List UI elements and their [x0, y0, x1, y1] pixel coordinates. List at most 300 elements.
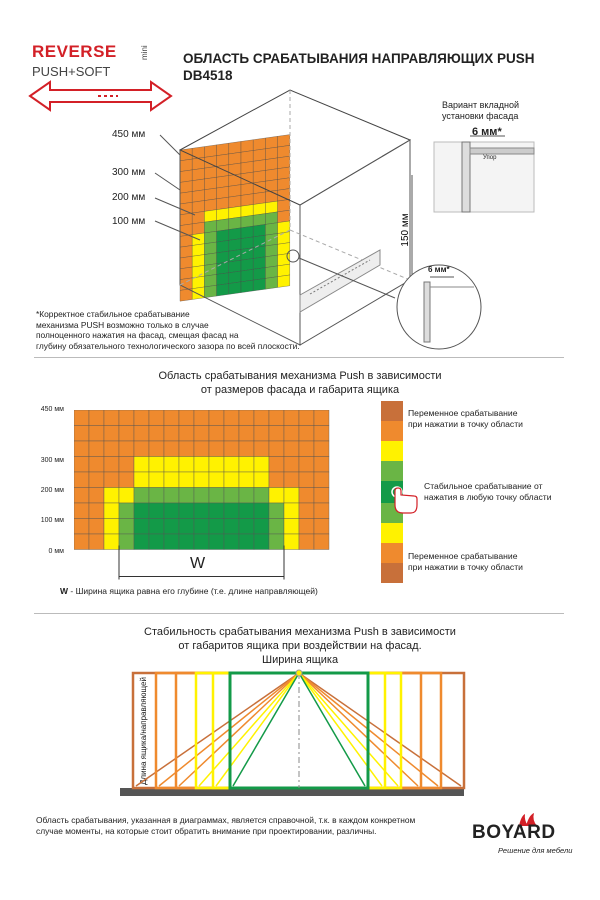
grid-cell	[149, 503, 164, 519]
legend-bot-line2: при нажатии в точку области	[408, 562, 523, 572]
cabinet-grid-cell	[253, 268, 265, 281]
detail-gap: 6 мм*	[428, 265, 450, 274]
cabinet-grid-cell	[192, 179, 204, 192]
grid-cell	[209, 472, 224, 488]
cabinet-grid-cell	[217, 273, 229, 286]
cabinet-grid-cell	[217, 208, 229, 221]
grid-cell	[179, 488, 194, 504]
cabinet-grid-cell	[253, 246, 265, 259]
grid-cell	[179, 457, 194, 473]
cabinet-grid-cell	[204, 274, 216, 287]
grid-cell	[314, 534, 329, 550]
cabinet-label-450: 450 мм	[112, 129, 146, 140]
section2-title-line1: Область срабатывания механизма Push в зависимости	[158, 370, 442, 382]
grid-cell	[74, 426, 89, 442]
cabinet-grid-cell	[229, 239, 241, 252]
w-note-text: - Ширина ящика равна его глубине (т.е. длине направляющей)	[68, 586, 318, 596]
cabinet-grid-cell	[229, 228, 241, 241]
cabinet-grid-cell	[204, 166, 216, 179]
cabinet-grid-cell	[265, 255, 277, 268]
cabinet-grid-cell	[241, 259, 253, 272]
grid-cell	[314, 426, 329, 442]
grid-cell	[74, 472, 89, 488]
cabinet-grid-cell	[241, 161, 253, 174]
cabinet-grid-cell	[278, 210, 290, 223]
grid-cell	[284, 534, 299, 550]
cabinet-grid-cell	[180, 235, 192, 248]
footnote-line3: полноценного нажатия на фасад, смещая фасад на	[36, 330, 239, 340]
grid-cell	[89, 534, 104, 550]
cabinet-grid-cell	[229, 206, 241, 219]
cabinet-grid-cell	[265, 244, 277, 257]
footnote	[36, 309, 336, 351]
cabinet-grid-cell	[265, 233, 277, 246]
footnote-line4: глубину обязательного технологического зазора по всей плоскости.	[36, 340, 300, 351]
grid-cell	[299, 488, 314, 504]
bottom-note	[36, 815, 436, 836]
grid-cell	[194, 426, 209, 442]
cabinet-grid-cell	[253, 235, 265, 248]
cabinet-grid-cell	[253, 138, 265, 151]
grid-cell	[239, 472, 254, 488]
cabinet-grid-cell	[278, 145, 290, 158]
grid-cell	[164, 488, 179, 504]
cabinet-grid-cell	[192, 157, 204, 170]
grid-cell	[74, 441, 89, 457]
cabinet-grid-cell	[180, 245, 192, 258]
cabinet-grid-cell	[278, 275, 290, 288]
brand-tagline: Решение для мебели	[498, 846, 573, 855]
cabinet-grid-cell	[217, 262, 229, 275]
grid-cell	[134, 426, 149, 442]
grid-cell	[239, 534, 254, 550]
cabinet-grid-cell	[265, 277, 277, 290]
grid-cell	[299, 441, 314, 457]
width-label: Ширина ящика	[262, 654, 339, 666]
inset-stop-label: Упор	[483, 155, 497, 161]
legend-middle	[424, 481, 552, 503]
grid-cell	[239, 410, 254, 426]
grid-cell	[209, 503, 224, 519]
cabinet-grid-cell	[265, 223, 277, 236]
grid-cell	[194, 457, 209, 473]
legend-top-line2: при нажатии в точку области	[408, 419, 523, 429]
cabinet-grid-cell	[265, 136, 277, 149]
grid-cell	[269, 519, 284, 535]
cabinet-grid-cell	[180, 159, 192, 172]
grid-cell	[254, 410, 269, 426]
grid-cell	[194, 410, 209, 426]
grid-cell	[149, 410, 164, 426]
grid-cell	[269, 534, 284, 550]
cabinet-grid-cell	[192, 168, 204, 181]
grid-cell	[104, 503, 119, 519]
grid-cell	[194, 472, 209, 488]
grid-cell	[134, 519, 149, 535]
grid-cell	[164, 441, 179, 457]
grid-cell	[269, 441, 284, 457]
inset-caption-line1: Вариант вкладной	[442, 100, 519, 110]
grid-cell	[74, 503, 89, 519]
axis-label-100: 100 мм	[40, 517, 64, 524]
cabinet-grid-cell	[278, 264, 290, 277]
grid-cell	[209, 488, 224, 504]
grid-cell	[254, 503, 269, 519]
depth-label: Длина ящика/направляющей	[139, 677, 148, 785]
cabinet-grid-cell	[229, 217, 241, 230]
cabinet-grid-cell	[204, 210, 216, 223]
stability-fan-diagram	[118, 664, 468, 804]
grid-cell	[254, 519, 269, 535]
cabinet-grid-cell	[253, 203, 265, 216]
cabinet-grid-cell	[253, 192, 265, 205]
dimension-150: 150 мм	[400, 213, 411, 247]
grid-cell	[104, 410, 119, 426]
grid-cell	[239, 441, 254, 457]
grid-cell	[119, 488, 134, 504]
cabinet-grid-cell	[229, 195, 241, 208]
grid-cell	[134, 457, 149, 473]
cabinet-label-300: 300 мм	[112, 167, 146, 178]
grid-cell	[104, 488, 119, 504]
cabinet-grid-cell	[204, 285, 216, 298]
cabinet-facade-grid	[180, 135, 290, 302]
grid-cell	[254, 426, 269, 442]
cabinet-grid-cell	[192, 265, 204, 278]
grid-cell	[209, 441, 224, 457]
cabinet-grid-cell	[204, 177, 216, 190]
cabinet-grid-cell	[204, 199, 216, 212]
axis-label-450: 450 мм	[40, 406, 64, 413]
axis-label-0: 0 мм	[48, 548, 64, 555]
inset-caption-line2: установки фасада	[442, 110, 519, 121]
pointing-hand-icon	[392, 487, 417, 513]
grid-cell	[89, 410, 104, 426]
grid-cell	[149, 488, 164, 504]
grid-cell	[299, 426, 314, 442]
cabinet-grid-cell	[204, 145, 216, 158]
cabinet-grid-cell	[265, 147, 277, 160]
grid-cell	[239, 519, 254, 535]
divider-2	[34, 613, 564, 614]
cabinet-grid-cell	[204, 242, 216, 255]
grid-cell	[89, 441, 104, 457]
grid-cell	[119, 519, 134, 535]
grid-cell	[104, 519, 119, 535]
grid-cell	[284, 488, 299, 504]
grid-cell	[89, 426, 104, 442]
grid-cell	[119, 503, 134, 519]
cabinet-grid-cell	[241, 205, 253, 218]
grid-cell	[164, 534, 179, 550]
cabinet-grid-cell	[217, 240, 229, 253]
grid-cell	[269, 426, 284, 442]
cabinet-grid-cell	[217, 186, 229, 199]
section2-title	[100, 369, 500, 397]
grid-cell	[149, 534, 164, 550]
cabinet-grid-cell	[229, 271, 241, 284]
grid-cell	[179, 410, 194, 426]
axis-label-200: 200 мм	[40, 487, 64, 494]
cabinet-grid-cell	[241, 269, 253, 282]
grid-cell	[164, 410, 179, 426]
grid-cell	[299, 457, 314, 473]
grid-cell	[149, 457, 164, 473]
cabinet-grid-cell	[229, 260, 241, 273]
grid-cell	[74, 410, 89, 426]
grid-cell	[284, 472, 299, 488]
section3-title-line1: Стабильность срабатывания механизма Push в зависимости	[144, 626, 456, 638]
cabinet-grid-cell	[241, 140, 253, 153]
axis-label-300: 300 мм	[40, 457, 64, 464]
title-line-1: ОБЛАСТЬ СРАБАТЫВАНИЯ НАПРАВЛЯЮЩИХ PUSH	[183, 51, 535, 66]
cabinet-grid-cell	[180, 213, 192, 226]
cabinet-grid-cell	[180, 181, 192, 194]
grid-cell	[224, 426, 239, 442]
grid-cell	[149, 519, 164, 535]
grid-cell	[314, 410, 329, 426]
fan-line	[299, 673, 365, 786]
bottom-note-line1: Область срабатывания, указанная в диаграммах, является справочной, т.к. в каждом конкретном	[36, 815, 416, 825]
grid-cell	[134, 488, 149, 504]
grid-cell	[89, 472, 104, 488]
grid-cell	[269, 503, 284, 519]
cabinet-grid-cell	[265, 158, 277, 171]
grid-cell	[314, 441, 329, 457]
cabinet-grid-cell	[278, 221, 290, 234]
grid-cell	[284, 503, 299, 519]
grid-cell	[209, 519, 224, 535]
grid-cell	[284, 519, 299, 535]
cabinet-grid-cell	[253, 170, 265, 183]
cabinet-grid-cell	[229, 141, 241, 154]
grid-cell	[224, 503, 239, 519]
cabinet-grid-cell	[229, 282, 241, 295]
grid-cell	[209, 457, 224, 473]
drawer-runner	[300, 250, 380, 312]
grid-cell	[119, 410, 134, 426]
cabinet-grid-cell	[241, 280, 253, 293]
cabinet-grid-cell	[253, 160, 265, 173]
cabinet-grid-cell	[192, 190, 204, 203]
cabinet-grid-cell	[253, 214, 265, 227]
cabinet-grid-cell	[265, 201, 277, 214]
grid-cell	[74, 488, 89, 504]
cabinet-grid-cell	[204, 188, 216, 201]
cabinet-grid-cell	[192, 287, 204, 300]
cabinet-grid-cell	[192, 255, 204, 268]
grid-cell	[74, 534, 89, 550]
grid-cell	[164, 472, 179, 488]
grid-cell	[239, 488, 254, 504]
cabinet-grid-cell	[192, 147, 204, 160]
grid-cell	[164, 503, 179, 519]
cabinet-grid-cell	[265, 169, 277, 182]
page-title	[183, 50, 583, 84]
grid-cell	[314, 519, 329, 535]
grid-cell	[134, 472, 149, 488]
grid-cell	[254, 457, 269, 473]
grid-cell	[239, 503, 254, 519]
grid-cell	[179, 519, 194, 535]
grid-cell	[299, 534, 314, 550]
brand-name: BOYARD	[472, 822, 556, 843]
grid-cell	[134, 441, 149, 457]
grid-cell	[89, 503, 104, 519]
grid-cell	[104, 457, 119, 473]
grid-cell	[89, 457, 104, 473]
grid-cell	[179, 441, 194, 457]
grid-cell	[269, 472, 284, 488]
w-label: W	[190, 555, 206, 572]
cabinet-grid-cell	[192, 244, 204, 257]
grid-cell	[224, 534, 239, 550]
inset-caption	[442, 100, 519, 121]
cabinet-grid-cell	[253, 224, 265, 237]
divider-1	[34, 357, 564, 358]
cabinet-grid-cell	[180, 170, 192, 183]
grid-cell	[194, 534, 209, 550]
grid-cell	[224, 472, 239, 488]
grid-cell	[89, 519, 104, 535]
grid-cell	[194, 441, 209, 457]
cabinet-grid-cell	[204, 231, 216, 244]
grid-cell	[224, 488, 239, 504]
cabinet-grid-cell	[253, 257, 265, 270]
grid-cell	[299, 410, 314, 426]
grid-cell	[119, 457, 134, 473]
grid-cell	[194, 519, 209, 535]
grid-cell	[299, 519, 314, 535]
legend-mid-line2: нажатия в любую точку области	[424, 492, 552, 502]
title-line-2: DB4518	[183, 68, 233, 83]
grid-cell	[179, 503, 194, 519]
fan-line	[299, 673, 461, 786]
legend-bot-line1: Переменное срабатывание	[408, 551, 518, 561]
grid-cell	[299, 503, 314, 519]
grid-cell	[179, 534, 194, 550]
cabinet-grid-cell	[265, 212, 277, 225]
cabinet-grid-cell	[253, 149, 265, 162]
grid-cell	[104, 441, 119, 457]
inset-gap: 6 мм*	[472, 126, 502, 138]
cabinet-grid-cell	[204, 220, 216, 233]
logo-text-push-soft: PUSH+SOFT	[32, 64, 111, 79]
grid-cell	[314, 488, 329, 504]
grid-cell	[284, 410, 299, 426]
cabinet-grid-cell	[241, 194, 253, 207]
detail-zoom-circle	[394, 262, 484, 352]
cabinet-grid-cell	[253, 181, 265, 194]
grid-cell	[299, 472, 314, 488]
grid-cell	[224, 457, 239, 473]
fan-line	[136, 673, 299, 786]
grid-cell	[314, 457, 329, 473]
cabinet-grid-cell	[278, 199, 290, 212]
cabinet-grid-cell	[278, 178, 290, 191]
cabinet-grid-cell	[217, 230, 229, 243]
cabinet-grid-cell	[217, 154, 229, 167]
cabinet-grid-cell	[229, 185, 241, 198]
grid-cell	[239, 426, 254, 442]
grid-cell	[89, 488, 104, 504]
cabinet-grid-cell	[180, 191, 192, 204]
legend-mid-line1: Стабильное срабатывание от	[424, 481, 543, 491]
cabinet-grid-cell	[241, 215, 253, 228]
grid-cell	[119, 534, 134, 550]
grid-cell	[164, 457, 179, 473]
grid-cell	[224, 441, 239, 457]
grid-cell	[269, 457, 284, 473]
grid-cell	[134, 534, 149, 550]
grid-cell	[314, 472, 329, 488]
grid-cell	[149, 472, 164, 488]
grid-cell	[254, 488, 269, 504]
grid-cell	[104, 426, 119, 442]
grid-cell	[194, 503, 209, 519]
cabinet-grid-cell	[217, 176, 229, 189]
grid-cell	[284, 441, 299, 457]
grid-cell	[104, 534, 119, 550]
legend-top	[408, 408, 523, 430]
cabinet-grid-cell	[180, 256, 192, 269]
w-note-bold: W	[60, 586, 69, 596]
section3-title-line2: от габаритов ящика при воздействии на фасад.	[178, 640, 422, 652]
grid-cell	[164, 426, 179, 442]
cabinet-grid-cell	[253, 278, 265, 291]
grid-cell	[179, 426, 194, 442]
section3-title	[80, 625, 520, 653]
fan-line	[299, 673, 398, 786]
grid-cell	[149, 426, 164, 442]
cabinet-grid-cell	[229, 152, 241, 165]
cabinet-grid-cell	[278, 135, 290, 148]
cabinet-grid-cell	[217, 219, 229, 232]
cabinet-grid-cell	[241, 237, 253, 250]
logo-text-reverse: REVERSE	[32, 42, 117, 61]
grid-cell	[209, 410, 224, 426]
grid-cell	[134, 410, 149, 426]
w-note	[60, 586, 318, 596]
cabinet-grid-cell	[241, 183, 253, 196]
cabinet-grid-cell	[204, 264, 216, 277]
cabinet-label-100: 100 мм	[112, 216, 146, 227]
grid-cell	[209, 426, 224, 442]
grid-cell	[119, 426, 134, 442]
grid-cell	[314, 503, 329, 519]
grid-cell	[224, 519, 239, 535]
grid-cell	[224, 410, 239, 426]
grid-cell	[74, 457, 89, 473]
cabinet-grid-cell	[278, 167, 290, 180]
cabinet-grid-cell	[192, 222, 204, 235]
grid-cell	[119, 472, 134, 488]
grid-cell	[254, 534, 269, 550]
cabinet-label-200: 200 мм	[112, 192, 146, 203]
grid-cell	[149, 441, 164, 457]
grid-cell	[284, 426, 299, 442]
grid-cell	[104, 472, 119, 488]
grid-cell	[179, 472, 194, 488]
fan-line	[233, 673, 299, 786]
footnote-line2: механизма PUSH возможно только в случае	[36, 319, 209, 330]
grid-cell	[134, 503, 149, 519]
footnote-line1: *Корректное стабильное срабатывание	[36, 309, 190, 319]
grid-cell	[164, 519, 179, 535]
cabinet-grid-cell	[217, 197, 229, 210]
legend-bottom	[408, 551, 523, 573]
logo-text-mini: mini	[140, 45, 149, 60]
